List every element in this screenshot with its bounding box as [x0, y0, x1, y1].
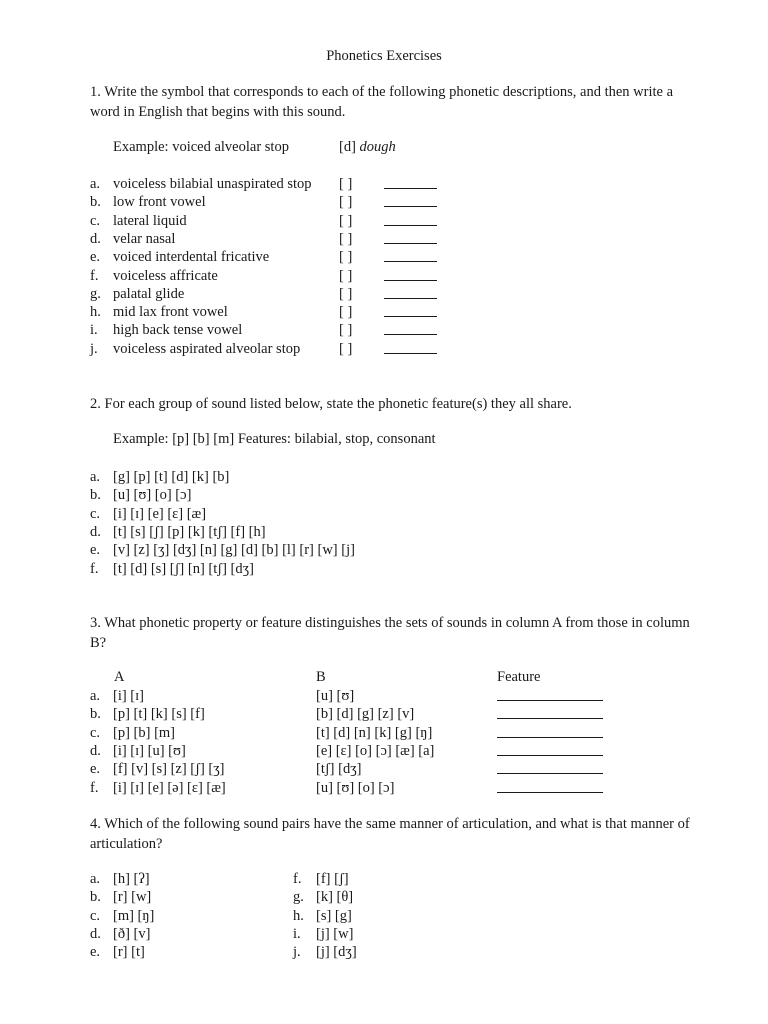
table-row: [0, 687, 768, 705]
q2-example: Example: [p] [b] [m] Features: bilabial, stop, consonant: [113, 431, 436, 447]
item-description: voiceless aspirated alveolar stop: [113, 340, 301, 357]
answer-blank[interactable]: [384, 340, 437, 354]
item-description: voiced interdental fricative: [113, 249, 270, 266]
item-label: h.: [90, 304, 101, 321]
list-item: [0, 321, 768, 339]
answer-blank[interactable]: [384, 267, 437, 281]
list-item: [0, 248, 768, 266]
column-b-sounds: [b] [d] [g] [z] [v]: [316, 706, 415, 723]
item-label: a.: [90, 871, 101, 887]
q1-example-word: dough: [359, 139, 396, 155]
sound-pair: [j] [dʒ]: [316, 944, 357, 961]
item-label: b.: [90, 706, 101, 723]
list-item: [0, 212, 768, 230]
item-label: f.: [293, 871, 302, 887]
item-description: velar nasal: [113, 230, 176, 247]
q2-prompt: 2. For each group of sound listed below, state the phonetic feature(s) they all share.: [90, 396, 572, 412]
q1-prompt: 1. Write the symbol that corresponds to each of the following phonetic descriptions, and then write a word in English that begins with this sound.: [90, 84, 674, 120]
q3-prompt: 3. What phonetic property or feature distinguishes the sets of sounds in column A from those in column B?: [90, 615, 690, 651]
sound-group: [v] [z] [ʒ] [dʒ] [n] [g] [d] [b] [l] [r] [w] [j]: [113, 542, 355, 559]
item-label: j.: [293, 944, 301, 961]
symbol-bracket: [ ]: [339, 176, 353, 192]
item-label: a.: [90, 176, 101, 192]
table-row: [0, 724, 768, 742]
sound-pair: [k] [θ]: [316, 889, 354, 906]
item-label: d.: [90, 925, 101, 942]
list-item: [0, 486, 768, 504]
item-label: c.: [90, 724, 101, 741]
sound-group: [u] [ʊ] [o] [ɔ]: [113, 487, 192, 504]
sound-pair: [h] [ʔ]: [113, 871, 150, 887]
sound-pair: [r] [t]: [113, 944, 145, 961]
item-label: d.: [90, 523, 101, 540]
column-b-sounds: [t] [d] [n] [k] [g] [ŋ]: [316, 724, 433, 741]
item-description: low front vowel: [113, 194, 206, 211]
item-label: e.: [90, 761, 101, 778]
item-label: a.: [90, 469, 101, 485]
item-label: g.: [90, 285, 101, 302]
answer-blank[interactable]: [384, 230, 437, 244]
column-a-sounds: [p] [t] [k] [s] [f]: [113, 706, 205, 723]
list-item: [0, 303, 768, 321]
q1-example-label: Example: voiced alveolar stop: [113, 139, 289, 155]
symbol-bracket: [ ]: [339, 304, 353, 321]
item-label: c.: [90, 505, 101, 522]
item-label: a.: [90, 688, 101, 704]
item-label: b.: [90, 487, 101, 504]
table-row: [0, 705, 768, 723]
list-item: [0, 505, 768, 523]
sound-pair: [f] [ʃ]: [316, 871, 349, 887]
table-row: [0, 779, 768, 797]
table-row: [0, 760, 768, 778]
answer-blank[interactable]: [384, 303, 437, 317]
item-label: b.: [90, 889, 101, 906]
symbol-bracket: [ ]: [339, 322, 353, 339]
symbol-bracket: [ ]: [339, 340, 353, 357]
item-label: j.: [90, 340, 98, 357]
item-label: e.: [90, 249, 101, 266]
item-description: voiceless bilabial unaspirated stop: [113, 176, 312, 192]
sound-group: [i] [ɪ] [e] [ɛ] [æ]: [113, 505, 207, 522]
column-b-sounds: [u] [ʊ] [o] [ɔ]: [316, 779, 395, 796]
item-description: lateral liquid: [113, 212, 187, 229]
list-item: [0, 541, 768, 559]
list-item: [0, 230, 768, 248]
sound-group: [t] [s] [ʃ] [p] [k] [tʃ] [f] [h]: [113, 523, 266, 540]
column-b-sounds: [u] [ʊ]: [316, 688, 355, 704]
item-label: e.: [90, 542, 101, 559]
list-item: [0, 340, 768, 358]
column-a-sounds: [p] [b] [m]: [113, 724, 176, 741]
item-label: c.: [90, 907, 101, 924]
sound-pair: [s] [g]: [316, 907, 352, 924]
q3-column-headers: [0, 668, 768, 686]
list-item: [0, 523, 768, 541]
item-description: mid lax front vowel: [113, 304, 228, 321]
symbol-bracket: [ ]: [339, 267, 353, 284]
feature-answer-blank[interactable]: [497, 705, 603, 719]
item-label: f.: [90, 267, 99, 284]
answer-blank[interactable]: [384, 285, 437, 299]
column-a-sounds: [i] [ɪ] [u] [ʊ]: [113, 742, 186, 759]
symbol-bracket: [ ]: [339, 285, 353, 302]
list-item: [0, 870, 768, 888]
list-item: [0, 925, 768, 943]
item-label: g.: [293, 889, 304, 906]
item-label: b.: [90, 194, 101, 211]
column-b-sounds: [tʃ] [dʒ]: [316, 761, 362, 778]
list-item: [0, 193, 768, 211]
item-description: high back tense vowel: [113, 322, 243, 339]
feature-answer-blank[interactable]: [497, 760, 603, 774]
list-item: [0, 907, 768, 925]
item-label: c.: [90, 212, 101, 229]
list-item: [0, 560, 768, 578]
item-label: d.: [90, 742, 101, 759]
item-description: voiceless affricate: [113, 267, 218, 284]
list-item: [0, 888, 768, 906]
feature-answer-blank[interactable]: [497, 687, 603, 701]
sound-pair: [m] [ŋ]: [113, 907, 155, 924]
symbol-bracket: [ ]: [339, 212, 353, 229]
list-item: [0, 285, 768, 303]
answer-blank[interactable]: [384, 175, 437, 189]
symbol-bracket: [ ]: [339, 230, 353, 247]
q1-example-symbol: [d]: [339, 139, 356, 155]
sound-pair: [ð] [v]: [113, 925, 151, 942]
item-label: f.: [90, 779, 99, 796]
symbol-bracket: [ ]: [339, 249, 353, 266]
item-description: palatal glide: [113, 285, 185, 302]
sound-group: [g] [p] [t] [d] [k] [b]: [113, 469, 230, 485]
answer-blank[interactable]: [384, 248, 437, 262]
q1-example: [113, 138, 289, 156]
list-item: [0, 175, 768, 193]
list-item: [0, 267, 768, 285]
column-a-header: A: [114, 669, 125, 685]
answer-blank[interactable]: [384, 321, 437, 335]
item-label: i.: [293, 925, 301, 942]
symbol-bracket: [ ]: [339, 194, 353, 211]
q4-prompt: 4. Which of the following sound pairs have the same manner of articulation, and what is that manner of articulation?: [90, 816, 690, 852]
list-item: [0, 468, 768, 486]
column-b-header: B: [316, 669, 326, 685]
sound-pair: [r] [w]: [113, 889, 152, 906]
page-title: Phonetics Exercises: [326, 48, 442, 64]
column-b-sounds: [e] [ɛ] [o] [ɔ] [æ] [a]: [316, 742, 435, 759]
feature-answer-blank[interactable]: [497, 724, 603, 738]
sound-group: [t] [d] [s] [ʃ] [n] [tʃ] [dʒ]: [113, 560, 254, 577]
feature-answer-blank[interactable]: [497, 779, 603, 793]
table-row: [0, 742, 768, 760]
item-label: i.: [90, 322, 98, 339]
column-a-sounds: [f] [v] [s] [z] [ʃ] [ʒ]: [113, 761, 225, 778]
item-label: f.: [90, 560, 99, 577]
answer-blank[interactable]: [384, 212, 437, 226]
item-label: h.: [293, 907, 304, 924]
list-item: [0, 943, 768, 961]
answer-blank[interactable]: [384, 193, 437, 207]
q1-example-answer: [339, 138, 396, 156]
item-label: e.: [90, 944, 101, 961]
feature-answer-blank[interactable]: [497, 742, 603, 756]
feature-header: Feature: [497, 669, 541, 685]
item-label: d.: [90, 230, 101, 247]
column-a-sounds: [i] [ɪ]: [113, 688, 144, 704]
sound-pair: [j] [w]: [316, 925, 354, 942]
column-a-sounds: [i] [ɪ] [e] [ə] [ɛ] [æ]: [113, 779, 226, 796]
